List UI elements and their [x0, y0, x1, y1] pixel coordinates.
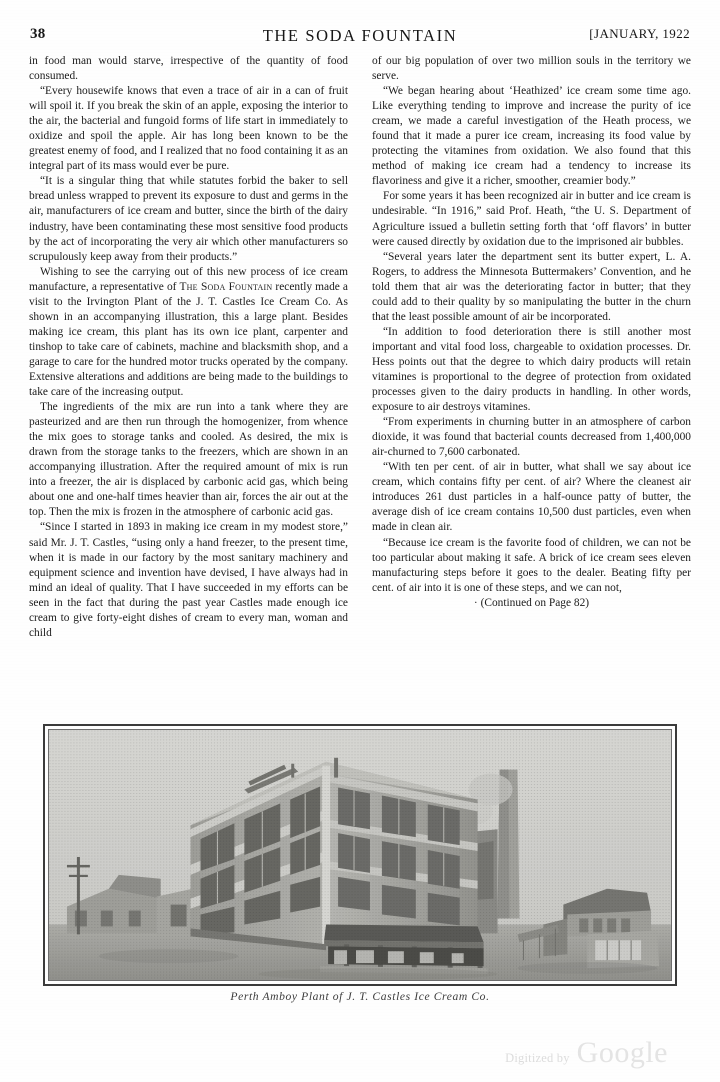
paragraph: “Several years later the department sent its butter expert, L. A. Rogers, to address the Minnesota Buttermakers’ Convention, and he told them that air was the deteriorating factor in butter; that they could add to their quality by so manipulating the butter in the churn that the least possible amount of air be incorporated.: [372, 250, 691, 323]
publication-title: THE SODA FOUNTAIN: [262, 26, 458, 45]
continued-note: · (Continued on Page 82): [473, 596, 590, 609]
paragraph: “We began hearing about ‘Heathized’ ice cream some time ago. Like everything tending to improve and increase the purity of ice cream, we made a careful investigation of the Heath process, we found that it made a purer ice cream, increasing its food value by protecting the vitamines from oxidation. We also found that this method of making ice cream had a tendency to increase its flavoriness and give it a richer, smoother, creamier body.”: [372, 85, 691, 188]
article-body: [29, 54, 691, 714]
paragraph-with-smallcaps: [29, 265, 348, 400]
paragraph: “Since I started in 1893 in making ice cream in my modest store,” said Mr. J. T. Castles, “using only a hand freezer, to the present time, when it is made in our factory by the most sanitary machinery and equipment science and invention have devised, I have always had in mind an ideal of quality. That I have succeeded in my efforts can be seen in the fact that during the past year Castles made enough ice cream to give forty-eight dishes of cream to every man, woman and child: [29, 521, 348, 639]
watermark-prefix: Digitized by: [505, 1051, 570, 1065]
paragraph: For some years it has been recognized air in butter and ice cream is undesirable. “In 1916,” said Prof. Heath, “the U. S. Department of Agriculture issued a bulletin setting forth that ‘off flavors’ in butter were caused directly by oxidation due to the imprisoned air bubbles.: [372, 190, 691, 248]
illustration-photo: [48, 729, 672, 981]
paragraph: “From experiments in churning butter in an atmosphere of carbon dioxide, it was found that bacterial counts decreased from 1,400,000 air-churned to 7,600 carbonated.: [372, 416, 691, 459]
illustration-figure: [43, 724, 677, 1003]
paragraph: “Because ice cream is the favorite food of children, we can not be too particular about making it safe. A brick of ice cream sees eleven manufacturing steps before it goes to the dealer. Beating fifty per cent. of air into it is one of these steps, and we can not,: [372, 536, 691, 594]
digitization-watermark: [505, 1038, 668, 1068]
running-head: [30, 26, 690, 46]
paragraph: “With ten per cent. of air in butter, what shall we say about ice cream, which contains fifty per cent. of air? Where the cleanest air introduces 261 dust particles in a half-ounce patty of butter, the average dish of ice cream contains 10,500 dust particles, even when made in clean air.: [372, 461, 691, 534]
issue-date: [JANUARY, 1922: [589, 26, 690, 41]
google-logo-text: Google: [576, 1036, 668, 1069]
paragraph-text-tail: recently made a visit to the Irvington Plant of the J. T. Castles Ice Cream Co. As shown in an accompanying illustration, this a large plant. Besides making ice cream, this plant has its own ice plant, carpenter and tinshop to take care of cabinets, machine and blacksmith shop, and a garage to care for the hundred motor trucks operated by the company. Extensive alterations and additions are being made to the buildings to take care of the increasing output.: [29, 280, 348, 399]
magazine-name-smallcaps-b: Fountain: [228, 280, 273, 293]
magazine-name-smallcaps-a: The Soda: [179, 280, 226, 293]
paragraph: “It is a singular thing that while statutes forbid the baker to sell bread unless wrapped to prevent its exposure to dust and germs in the air, manufacturers of ice cream and butter, since the birth of the dairy industry, have been contaminating these most sensitive food products by the act of incorporating the very air which other manufacturers so scrupulously keep away from their products.”: [29, 175, 348, 263]
paragraph: in food man would starve, irrespective of the quantity of food consumed.: [29, 55, 348, 83]
illustration-caption: Perth Amboy Plant of J. T. Castles Ice Cream Co.: [230, 990, 490, 1003]
page-number: 38: [30, 26, 46, 42]
paragraph: of our big population of over two million souls in the territory we serve.: [372, 55, 691, 83]
paragraph: “Every housewife knows that even a trace of air in a can of fruit will spoil it. If you break the skin of an apple, exposing the interior to the air, the bacterial and fungoid forms of life start in immediately to oxidize and spoil the apple. Air has long been known to be the greatest enemy of food, and I realized that no food containing it as an integral part of its mass would ever be pure.: [29, 85, 348, 173]
paragraph: The ingredients of the mix are run into a tank where they are pasteurized and are then run through the homogenizer, from whence the mix goes to storage tanks and cooled. As desired, the mix is drawn from the storage tanks to the freezers, which are shown in an accompanying illustration. After the required amount of mix is run into a freezer, the air is displaced by carbonic acid gas, which being about one and one-half times heavier than air, forces the air out at the top. Then the mix is frozen in the atmosphere of carbonic acid gas.: [29, 401, 348, 519]
paragraph: “In addition to food deterioration there is still another most important and vital food loss, chargeable to oxidation processes. Dr. Hess points out that the degree to which dairy products will retain vitamines is proportional to the degree of protection from oxidated processes given to the dairy products in handling. In other words, exposure to air destroys vitamines.: [372, 325, 691, 414]
paragraph-text-lead: Wishing to see the carrying out of this new process of ice cream manufacture, a representative of: [29, 265, 348, 293]
factory-photograph-svg: [49, 730, 671, 980]
right-column: [372, 54, 691, 714]
left-column: [29, 54, 348, 714]
